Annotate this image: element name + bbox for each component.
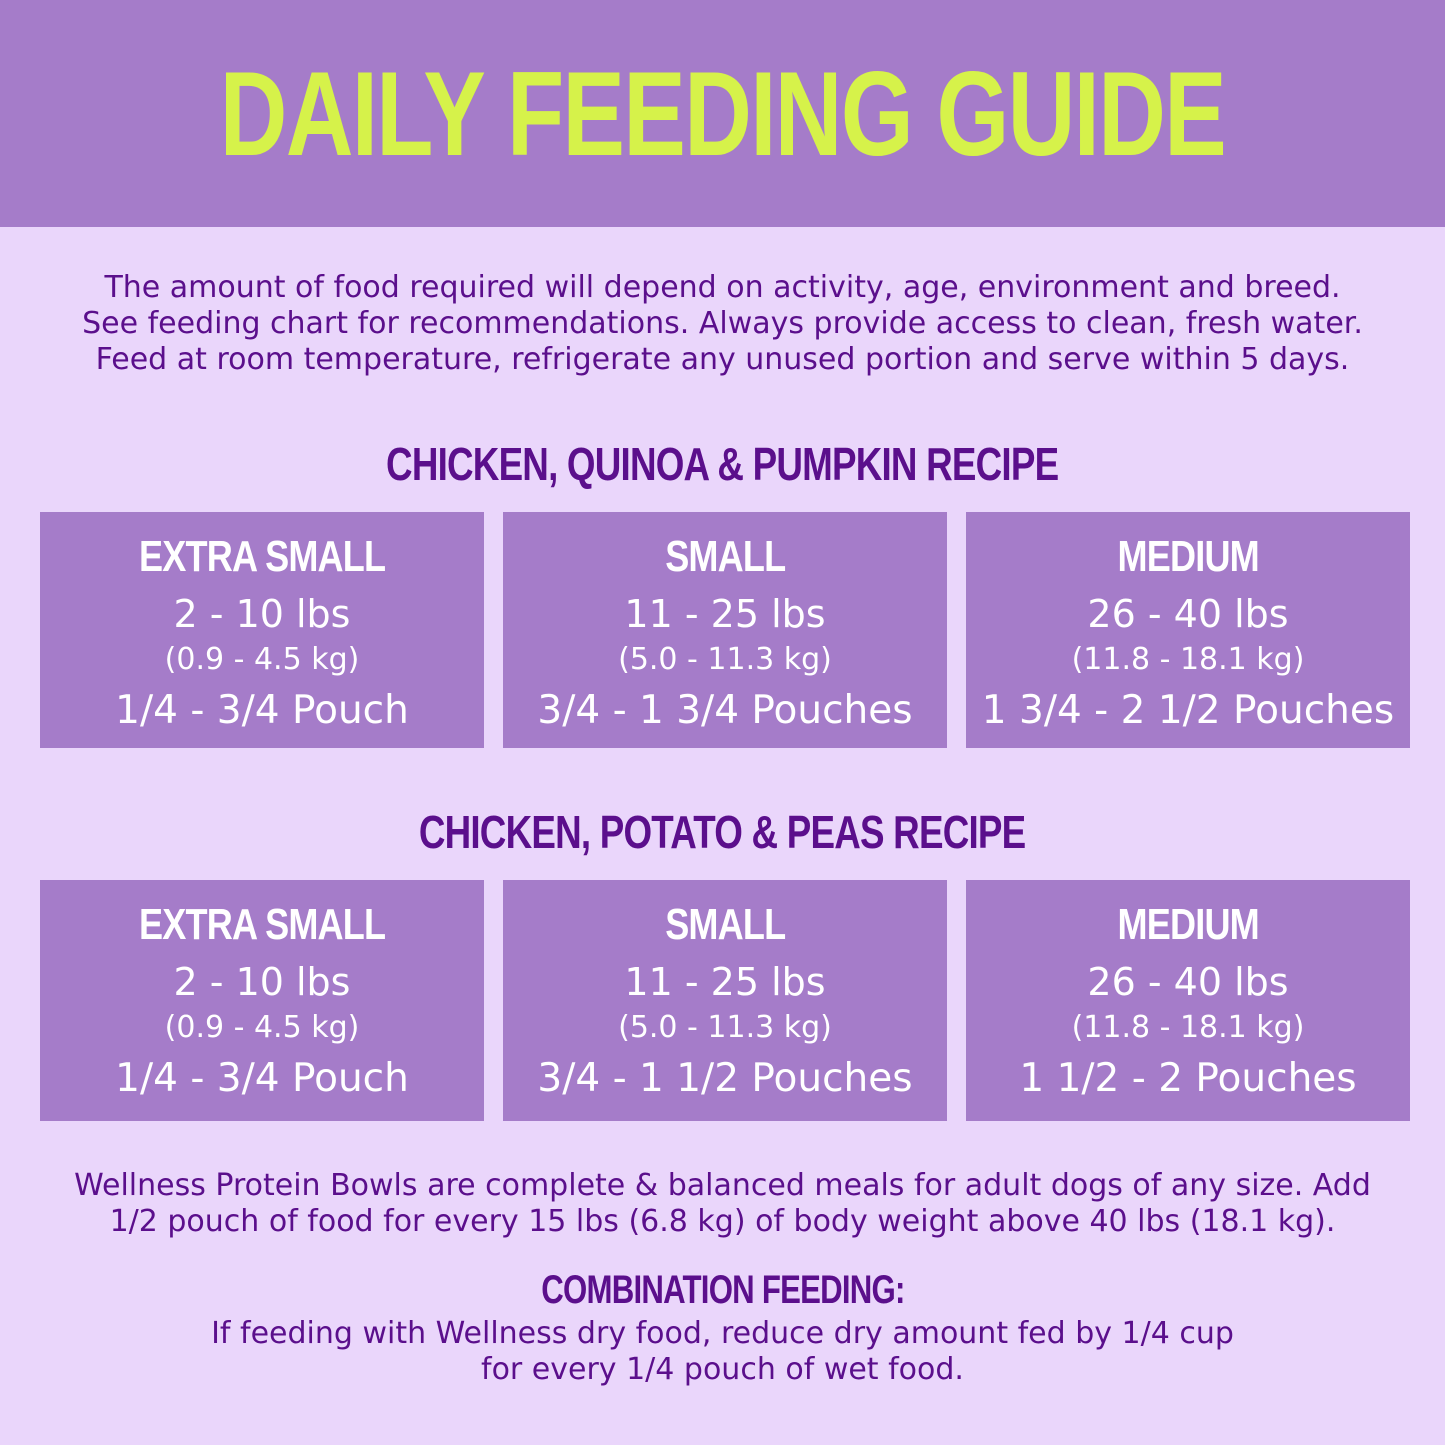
card-lbs: 2 - 10 lbs — [173, 592, 351, 636]
header-banner — [0, 0, 1445, 227]
card-size: MEDIUM — [1117, 532, 1259, 581]
card-size: EXTRA SMALL — [138, 532, 386, 581]
feeding-card-extra-small — [40, 512, 484, 748]
card-amount: 3/4 - 1 3/4 Pouches — [537, 688, 913, 733]
card-amount: 3/4 - 1 1/2 Pouches — [537, 1056, 913, 1101]
recipe-title — [0, 437, 1445, 491]
footer-note — [0, 1168, 1445, 1240]
feeding-card-medium — [966, 880, 1410, 1121]
page-title: DAILY FEEDING GUIDE — [219, 46, 1226, 181]
intro-line: See feeding chart for recommendations. Always provide access to clean, fresh water. — [82, 306, 1363, 341]
feeding-card-small — [503, 512, 947, 748]
card-kg: (5.0 - 11.3 kg) — [618, 642, 832, 677]
intro-text — [0, 270, 1445, 378]
card-lbs: 26 - 40 lbs — [1087, 592, 1289, 636]
card-kg: (5.0 - 11.3 kg) — [618, 1010, 832, 1045]
feeding-row — [40, 512, 1410, 748]
footer-line: Wellness Protein Bowls are complete & balanced meals for adult dogs of any size. Add — [74, 1168, 1371, 1203]
card-amount: 1/4 - 3/4 Pouch — [115, 688, 409, 733]
intro-line: The amount of food required will depend on activity, age, environment and breed. — [104, 270, 1341, 305]
card-size: MEDIUM — [1117, 900, 1259, 949]
feeding-row — [40, 880, 1410, 1121]
feeding-card-extra-small — [40, 880, 484, 1121]
card-lbs: 2 - 10 lbs — [173, 960, 351, 1004]
combination-text — [0, 1316, 1445, 1388]
recipe-title-text: CHICKEN, QUINOA & PUMPKIN RECIPE — [386, 438, 1059, 490]
card-size: SMALL — [664, 900, 786, 949]
recipe-title — [0, 805, 1445, 859]
card-size: EXTRA SMALL — [138, 900, 386, 949]
card-kg: (0.9 - 4.5 kg) — [164, 1010, 360, 1045]
intro-line: Feed at room temperature, refrigerate any unused portion and serve within 5 days. — [95, 342, 1350, 377]
feeding-card-medium — [966, 512, 1410, 748]
card-amount: 1/4 - 3/4 Pouch — [115, 1056, 409, 1101]
combination-line: If feeding with Wellness dry food, reduce dry amount fed by 1/4 cup — [211, 1316, 1234, 1351]
card-lbs: 11 - 25 lbs — [624, 960, 826, 1004]
card-lbs: 26 - 40 lbs — [1087, 960, 1289, 1004]
footer-line: 1/2 pouch of food for every 15 lbs (6.8 kg) of body weight above 40 lbs (18.1 kg). — [109, 1204, 1336, 1239]
feeding-card-small — [503, 880, 947, 1121]
recipe-title-text: CHICKEN, POTATO & PEAS RECIPE — [419, 806, 1026, 858]
card-size: SMALL — [664, 532, 786, 581]
card-amount: 1 1/2 - 2 Pouches — [1019, 1056, 1357, 1101]
card-kg: (11.8 - 18.1 kg) — [1071, 642, 1305, 677]
card-kg: (0.9 - 4.5 kg) — [164, 642, 360, 677]
combination-title-text: COMBINATION FEEDING: — [540, 1268, 905, 1312]
card-lbs: 11 - 25 lbs — [624, 592, 826, 636]
combination-title — [0, 1268, 1445, 1313]
card-kg: (11.8 - 18.1 kg) — [1071, 1010, 1305, 1045]
card-amount: 1 3/4 - 2 1/2 Pouches — [981, 688, 1395, 733]
combination-line: for every 1/4 pouch of wet food. — [481, 1352, 964, 1387]
